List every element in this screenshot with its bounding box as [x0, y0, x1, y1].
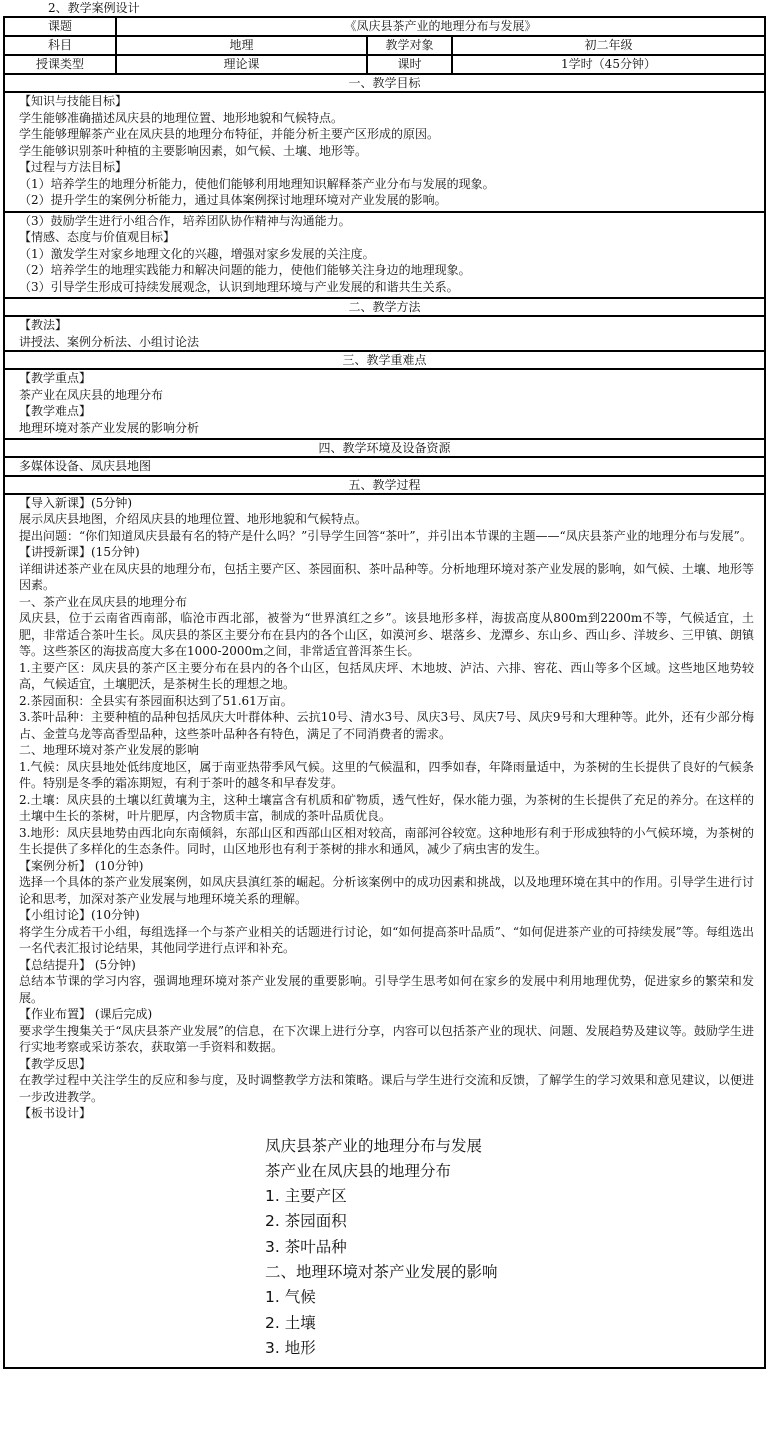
- subject-row: [5, 37, 764, 56]
- subject-label: 科目: [47, 38, 72, 52]
- paragraph: 3.地形：凤庆县地势由西北向东南倾斜，东部山区和西部山区相对较高，南部河谷较宽。这种地形有利于形成独特的小气候环境，为茶树的生长提供了多样化的生态条件。同时，山区地形也有利于茶树的排水和通风，减少了病虫害的发生。: [19, 825, 754, 856]
- blackboard-design: [19, 1122, 764, 1368]
- subheading: 【教学重点】: [19, 371, 92, 385]
- subject-value: 地理: [115, 37, 366, 54]
- subheading: 【知识与技能目标】: [19, 94, 128, 108]
- process-title-row: [5, 477, 764, 495]
- subheading: 【讲授新课】(15分钟): [19, 545, 140, 559]
- subheading: 一、茶产业在凤庆县的地理分布: [19, 594, 188, 609]
- paragraph: 将学生分成若干小组，每组选择一个与茶产业相关的话题进行讨论，如“如何提高茶叶品质”、“如何促进茶产业的可持续发展”等。每组选出一名代表汇报讨论结果，其他同学进行点评和补充。: [19, 924, 754, 955]
- subheading: 【总结提升】 (5分钟): [19, 957, 136, 972]
- subheading: 【板书设计】: [19, 1106, 92, 1120]
- board-line: 3. 地形: [265, 1338, 316, 1357]
- type-row: [5, 56, 764, 75]
- methods-title-row: [5, 299, 764, 317]
- resources-body: [5, 458, 764, 477]
- difficulty-text: 地理环境对茶产业发展的影响分析: [19, 420, 200, 435]
- resources-title-row: [5, 440, 764, 458]
- board-line: 3. 茶叶品种: [265, 1237, 347, 1256]
- paragraph: 1.气候：凤庆县地处低纬度地区，属于南亚热带季风气候。这里的气候温和，四季如春，年降雨量适中，为茶树的生长提供了良好的气候条件。特别是冬季的霜冻期短，有利于茶叶的越冬和早春发芽。: [19, 759, 754, 790]
- paragraph: 总结本节课的学习内容，强调地理环境对茶产业发展的重要影响。引导学生思考如何在家乡的发展中利用地理优势，促进家乡的繁荣和发展。: [19, 974, 754, 1005]
- audience-value: 初二年级: [451, 37, 764, 54]
- paragraph: 要求学生搜集关于“凤庆县茶产业发展”的信息，在下次课上进行分享，内容可以包括茶产业的现状、问题、发展趋势及建议等。鼓励学生进行实地考察或采访茶农，获取第一手资料和数据。: [19, 1023, 754, 1054]
- subheading: 【教法】: [19, 318, 68, 332]
- subheading: 【教学反思】: [19, 1056, 92, 1071]
- paragraph: 3.茶叶品种：主要种植的品种包括凤庆大叶群体种、云抗10号、清水3号、凤庆3号、凤庆7号、凤庆9号和大理种等。此外，还有少部分梅占、金萱乌龙等高香型品种，这些茶叶品种各有特色，满足了不同消费者的需求。: [19, 710, 754, 741]
- objective-item: （2）提升学生的案例分析能力，通过具体案例探讨地理环境对产业发展的影响。: [19, 193, 447, 207]
- paragraph: 展示凤庆县地图，介绍凤庆县的地理位置、地形地貌和气候特点。: [19, 512, 368, 526]
- board-line: 茶产业在凤庆县的地理分布: [265, 1161, 452, 1180]
- methods-text: 讲授法、案例分析法、小组讨论法: [19, 334, 200, 349]
- board-line: 2. 土壤: [265, 1313, 316, 1332]
- subheading: 【导入新课】(5分钟): [19, 495, 132, 510]
- objectives-title-row: [5, 75, 764, 93]
- objective-item: 学生能够理解茶产业在凤庆县的地理分布特征，并能分析主要产区形成的原因。: [19, 127, 440, 141]
- hours-label: 课时: [366, 56, 451, 73]
- objective-item: （2）培养学生的地理实践能力和解决问题的能力，使他们能够关注身边的地理现象。: [19, 263, 471, 277]
- paragraph: 1.主要产区：凤庆县的茶产区主要分布在县内的各个山区，包括凤庆坪、木地坡、泸沽、六排、窖花、西山等多个区域。这些地区地势较高，气候适宜，土壤肥沃，是茶树生长的理想之地。: [19, 660, 754, 691]
- board-line: 2. 茶园面积: [265, 1212, 347, 1231]
- focus-text: 茶产业在凤庆县的地理分布: [19, 387, 164, 402]
- subheading: 【作业布置】 (课后完成): [19, 1007, 153, 1021]
- objective-item: 学生能够准确描述凤庆县的地理位置、地形地貌和气候特点。: [19, 110, 344, 125]
- paragraph: 详细讲述茶产业在凤庆县的地理分布，包括主要产区、茶园面积、茶叶品种等。分析地理环境对茶产业发展的影响，如气候、土壤、地形等因素。: [19, 561, 754, 592]
- keypoints-body: [5, 370, 764, 440]
- type-value: 理论课: [115, 56, 366, 73]
- board-line: 二、地理环境对茶产业发展的影响: [265, 1262, 498, 1281]
- objective-item: 学生能够识别茶叶种植的主要影响因素，如气候、土壤、地形等。: [19, 143, 368, 158]
- section-title: 一、教学目标: [348, 76, 421, 90]
- board-line: 凤庆县茶产业的地理分布与发展: [265, 1136, 483, 1155]
- type-label: 授课类型: [35, 57, 84, 71]
- resources-text: 多媒体设备、凤庆县地图: [19, 459, 152, 473]
- document-heading: 2、教学案例设计: [48, 1, 140, 15]
- lesson-plan-table: [3, 16, 766, 1369]
- objective-item: （3）引导学生形成可持续发展观念，认识到地理环境与产业发展的和谐共生关系。: [19, 279, 459, 294]
- paragraph: 2.茶园面积：全县实有茶园面积达到了51.61万亩。: [19, 693, 293, 708]
- section-title: 三、教学重难点: [342, 353, 427, 367]
- paragraph: 提出问题：“你们知道凤庆县最有名的特产是什么吗？”引导学生回答“茶叶”，并引出本节课的主题——“凤庆县茶产业的地理分布与发展”。: [19, 528, 752, 543]
- methods-body: [5, 317, 764, 352]
- section-title: 四、教学环境及设备资源: [318, 441, 451, 455]
- process-body: [5, 495, 764, 1368]
- subheading: 【教学难点】: [19, 404, 92, 418]
- section-title: 二、教学方法: [348, 300, 421, 314]
- topic-label: 课题: [47, 19, 72, 33]
- objective-item: （1）激发学生对家乡地理文化的兴趣，增强对家乡发展的关注度。: [19, 246, 375, 261]
- objective-item: （1）培养学生的地理分析能力，使他们能够利用地理知识解释茶产业分布与发展的现象。: [19, 176, 495, 191]
- hours-value: 1学时（45分钟）: [451, 56, 764, 73]
- subheading: 【小组讨论】(10分钟): [19, 908, 140, 922]
- subheading: 【情感、态度与价值观目标】: [19, 230, 176, 244]
- subheading: 二、地理环境对茶产业发展的影响: [19, 743, 200, 757]
- paragraph: 在教学过程中关注学生的反应和参与度，及时调整教学方法和策略。课后与学生进行交流和反馈，了解学生的学习效果和意见建议，以便进一步改进教学。: [19, 1073, 754, 1104]
- topic-value: 《凤庆县茶产业的地理分布与发展》: [115, 18, 764, 35]
- keypoints-title-row: [5, 352, 764, 370]
- objective-item: （3）鼓励学生进行小组合作，培养团队协作精神与沟通能力。: [19, 213, 351, 228]
- topic-row: [5, 18, 764, 37]
- paragraph: 选择一个具体的茶产业发展案例，如凤庆县滇红茶的崛起。分析该案例中的成功因素和挑战，以及地理环境在其中的作用。引导学生进行讨论和思考，加深对茶产业发展与地理环境关系的理解。: [19, 875, 754, 906]
- board-line: 1. 主要产区: [265, 1187, 347, 1206]
- objectives-body-a: [5, 93, 764, 213]
- board-line: 1. 气候: [265, 1288, 316, 1307]
- subheading: 【案例分析】 (10分钟): [19, 858, 144, 873]
- objectives-body-b: [5, 213, 764, 300]
- paragraph: 2.土壤：凤庆县的土壤以红黄壤为主，这种土壤富含有机质和矿物质，透气性好，保水能力强，为茶树的生长提供了充足的养分。在这样的土壤中生长的茶树，叶片肥厚，内含物质丰富，制成的茶叶品质优良。: [19, 792, 754, 823]
- section-title: 五、教学过程: [348, 477, 421, 492]
- subheading: 【过程与方法目标】: [19, 160, 128, 174]
- audience-label: 教学对象: [366, 37, 451, 54]
- paragraph: 凤庆县，位于云南省西南部，临沧市西北部，被誉为“世界滇红之乡”。该县地形多样，海拔高度从800m到2200m不等，气候适宜，土肥，非常适合茶叶生长。凤庆县的茶区主要分布在县内的各个山区，如漠河乡、堪落乡、龙潭乡、东山乡、西山乡、洋坡乡、三甲镇、朗镇等。这些茶区的海拔高度大多在1000-2000m之间，非常适宜普洱茶生长。: [19, 611, 754, 658]
